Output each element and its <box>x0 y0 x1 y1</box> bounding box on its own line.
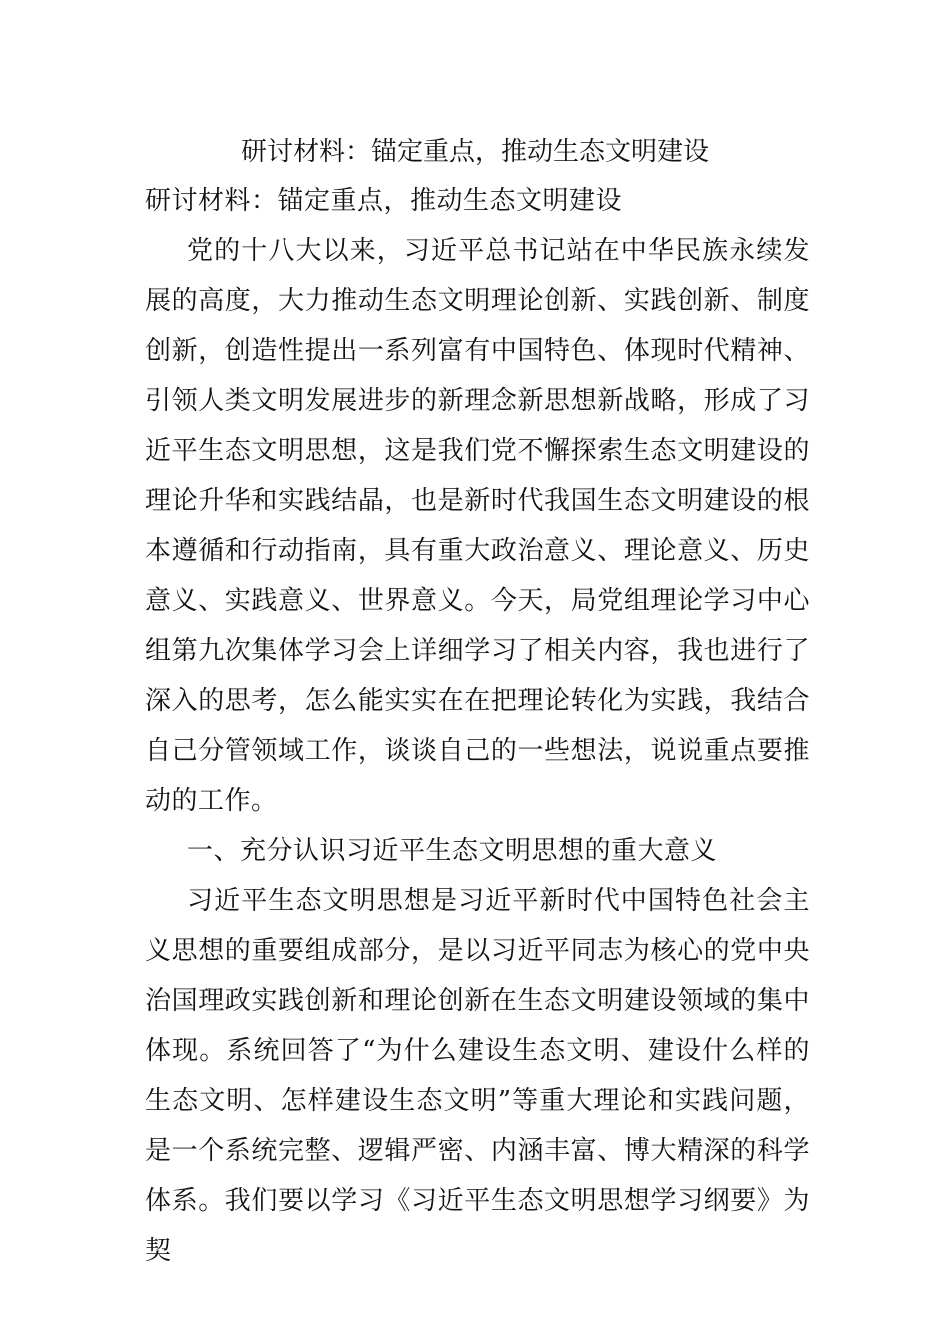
paragraph-section-1: 习近平生态文明思想是习近平新时代中国特色社会主义思想的重要组成部分，是以习近平同志为核心的党中央治国理政实践创新和理论创新在生态文明建设领域的集中体现。系统回答了“为什么建设生态文明、建设什么样的生态文明、怎样建设生态文明”等重大理论和实践问题，是一个系统完整、逻辑严密、内涵丰富、博大精深的科学体系。我们要以学习《习近平生态文明思想学习纲要》为契 <box>145 886 810 1266</box>
document-subtitle: 研讨材料：锚定重点，推动生态文明建设 <box>145 186 623 216</box>
section-heading-1: 一、充分认识习近平生态文明思想的重大意义 <box>187 836 718 866</box>
document-body <box>145 176 810 1276</box>
document-title: 研讨材料：锚定重点，推动生态文明建设 <box>240 137 709 167</box>
paragraph-intro: 党的十八大以来，习近平总书记站在中华民族永续发展的高度，大力推动生态文明理论创新、实践创新、制度创新，创造性提出一系列富有中国特色、体现时代精神、引领人类文明发展进步的新理念新思想新战略，形成了习近平生态文明思想，这是我们党不懈探索生态文明建设的理论升华和实践结晶，也是新时代我国生态文明建设的根本遵循和行动指南，具有重大政治意义、理论意义、历史意义、实践意义、世界意义。今天，局党组理论学习中心组第九次集体学习会上详细学习了相关内容，我也进行了深入的思考，怎么能实实在在把理论转化为实践，我结合自己分管领域工作，谈谈自己的一些想法，说说重点要推动的工作。 <box>145 236 810 816</box>
